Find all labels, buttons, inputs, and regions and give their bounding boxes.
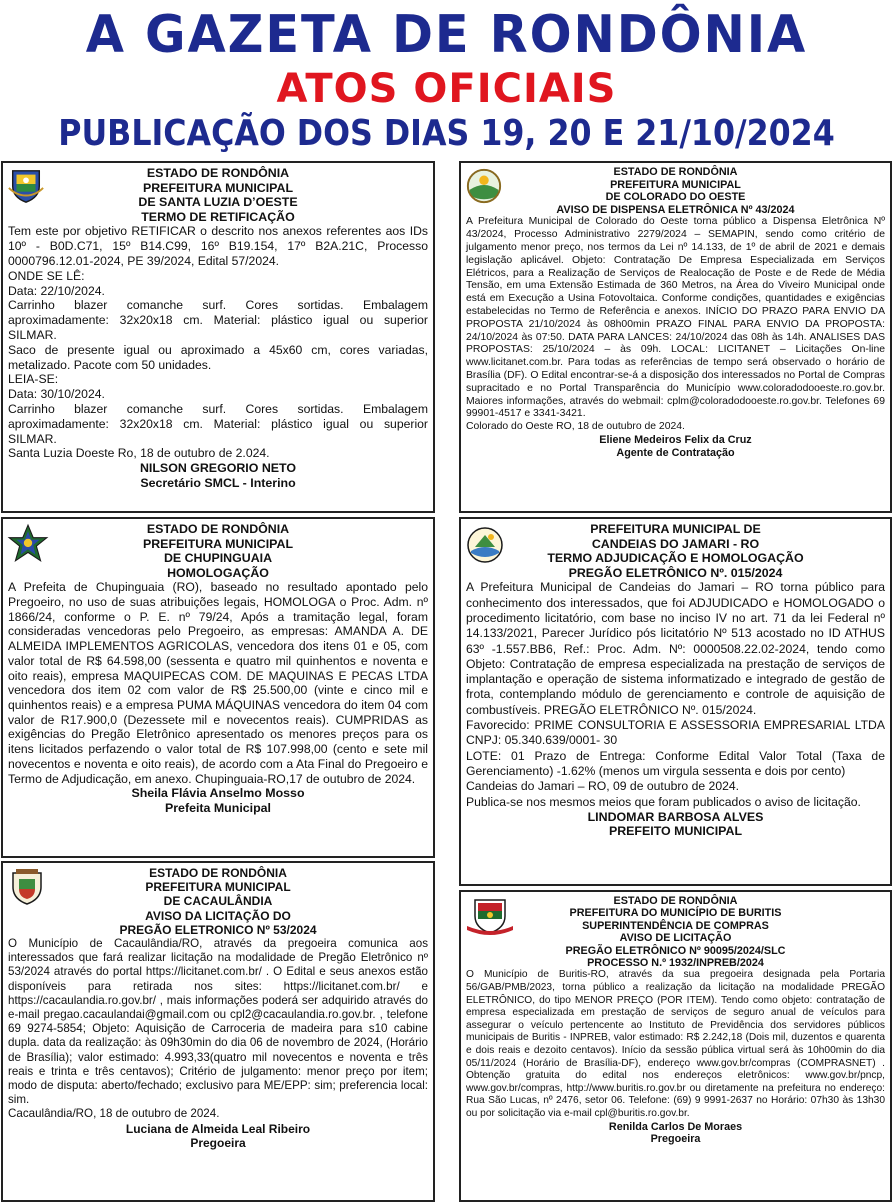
signature: Luciana de Almeida Leal Ribeiro Pregoeira xyxy=(125,1121,311,1150)
signature: LINDOMAR BARBOSA ALVES PREFEITO MUNICIPAL xyxy=(587,809,764,839)
cacaulandia-crest-icon xyxy=(7,867,47,907)
notice-body: A Prefeita de Chupinguaia (RO), baseado no resultado apontado pelo Pregoeiro, no uso de suas atribuições legais, HOMOLOGA o Proc. Adm. nº 1866/24, conforme o P. E. nº 79/24, Após a tramitação legal, foram consideradas vencedoras pelo Pregoeiro, as empresas: AMANDA A. DE ALMEIDA IMPLEMENTOS AGRICOLAS, vencedora dos itens 01 e 05, com valor total de R$ 64.598,00 (sessenta e quatro mil quinhentos e noventa e oito reais), empresa MAQUIPECAS COM. DE MAQUINAS E PECAS LTDA vencedora dos item 02 com valor de R$ 25.500,00 (vinte e cinco mil e quinhentos reais) e a empresa PUMA MÁQUINAS vencedora do item 04 com valor de R17.900,0 (Dezessete mil e novecentos reais). CUMPRIDAS as exigências do Pregão Eletrônico apresentado os menores preços para os itens licitados perfazendo o valor total de R$ 107.998,00 (cento e sete mil novecentos e noventa e oito reais), de acordo com a Ata Final do Pregoeiro e Termo de Adjudicação, em anexo. Chupinguaia-RO,17 de outubro de 2024. xyxy=(8,580,428,786)
buritis-crest-icon xyxy=(465,896,515,936)
notice-header: ESTADO DE RONDÔNIA PREFEITURA MUNICIPAL DE CHUPINGUAIA HOMOLOGAÇÃO xyxy=(142,522,294,580)
chupinguaia-crest-icon xyxy=(7,523,49,565)
notice-body: O Município de Cacaulândia/RO, através da pregoeira comunica aos interessados que fará realizar licitação na modalidade de Pregão Eletrônico nº 53/2024 através do portal https://licitanet.com.br/ . O Edital e seus anexos estão disponíveis para retirada nos sites: https://licitanet.com.br/ e https://cacaulandia.ro.gov.br/ , mais informações poderá ser adquirido através do e-mail pregao.cacaulandai@gmail.com ou cpl2@cacaulandia.ro.gov.br. , telefone 69 9274-5854; Objeto: Aquisição de Carroceria de madeira para s10 cabine dupla. data da realização: às 09h30min do dia 06 de novembro de 2024, (Horário de Brasília); valor estimado: 4.993,33(quatro mil novecentos e noventa e três reais e trinta e três centavos); Critério de julgamento: menor preço por item; modo de disputa: aberto/fechado; exclusivo para ME/EPP: sim; preferencia local: sim. Cacaulândia/RO, 18 de outubro de 2024. xyxy=(8,937,428,1121)
notice-buritis xyxy=(459,890,892,1202)
santa-luzia-crest-icon xyxy=(7,167,45,205)
notice-header: PREFEITURA MUNICIPAL DE CANDEIAS DO JAMARI - RO TERMO ADJUDICAÇÃO E HOMOLOGAÇÃO PREGÃO ELETRÔNICO Nº. 015/2024 xyxy=(547,522,804,580)
colorado-crest-icon xyxy=(465,167,503,205)
notice-body: O Município de Buritis-RO, através da sua pregoeira designada pela Portaria 56/GAB/PMB/2023, torna público a realização da licitação na modalidade PREGÃO ELETRÔNICO, do tipo MENOR PREÇO (POR ITEM). Tendo como objeto: contratação de empresa especializada em prestação de serviços de seguro anual de veículos para assegurar o veículo pertencente ao Instituto de Previdência dos servidores públicos municipais de Buritis - INPREB, valor estimado: R$ 2.242,18 (Dois mil, duzentos e quarenta e dois reais e dezoito centavos). Início da sessão pública virtual será às 10h00min do dia 05/11/2024 (Horário de Brasília-DF), endereço www.gov.br/compras (COMPRASNET) . Obtenção gratuita do edital nos endereços eletrônicos: www.gov.br/pncp, www.gov.br/compras, http://www.buritis.ro.gov.br ou diretamente na prefeitura no endereço: Rua São Lucas, nº 2476, setor 06. Telefone: (69) 9 9991-2637 no Horário: 07h30 às 13h30 ou por solicitação via e-mail cpl@buritis.ro.gov.br. xyxy=(466,969,885,1119)
section-title: ATOS OFICIAIS xyxy=(276,66,617,112)
notice-body: A Prefeitura Municipal de Candeias do Jamari – RO torna público para conhecimento dos interessados, que foi ADJUDICADO e HOMOLOGADO o procedimento licitatório, com base no inciso IV no art. 71 da lei Federal nº 14.133/2021, Parecer Jurídico pós licitatório Nº 513 acostado no ID ATHUS 63º -1.557.BB6, Ref.: Proc. Adm. Nº: 0000508.22.02-2024, tendo como Objeto: Contratação de empresa especializada na prestação de serviços de implantação e operação de sistema informatizado e integrado de gestão de frota, contemplando módulo de gerenciamento e controle de aquisição de combustíveis. PREGÃO ELETRÔNICO Nº. 015/2024. Favorecido: PRIME CONSULTORIA E ASSESSORIA EMPRESARIAL LTDA CNPJ: 05.340.639/0001- 30 LOTE: 01 Prazo de Entrega: Conforme Edital Valor Total (Taxa de Gerenciamento) -1.62% (menos um virgula sessenta e dois por cento) Candeias do Jamari – RO, 09 de outubro de 2024. Publica-se nos mesmos meios que foram publicados o aviso de licitação. xyxy=(466,580,885,809)
signature: Sheila Flávia Anselmo Mosso Prefeita Municipal xyxy=(131,786,305,815)
signature: NILSON GREGORIO NETO Secretário SMCL - Interino xyxy=(139,461,297,490)
notice-header: ESTADO DE RONDÔNIA PREFEITURA MUNICIPAL DE SANTA LUZIA D’OESTE TERMO DE RETIFICAÇÃO xyxy=(138,166,298,224)
signature: Eliene Medeiros Felix da Cruz Agente de Contratação xyxy=(599,433,752,459)
candeias-crest-icon xyxy=(465,525,505,565)
notice-candeias xyxy=(459,517,892,886)
notice-body: Tem este por objetivo RETIFICAR o descrito nos anexos referentes aos IDs 10º - B0D.C71, 15º B14.C99, 16º B19.154, 17º B2A.21C, Processo 0000796.12.01-2024, PE 39/2024, Edital 57/2024. ONDE SE LÊ: Data: 22/10/2024. Carrinho blazer comanche surf. Cores sortidas. Embalagem aproximadamente: 32x20x18 cm. Material: plástico igual ou superior SILMAR. Saco de presente igual ou aproximado a 45x60 cm, cores variadas, metalizado. Pacote com 50 unidades. LEIA-SE: Data: 30/10/2024. Carrinho blazer comanche surf. Cores sortidas. Embalagem aproximadamente: 32x20x18 cm. Material: plástico igual ou superior SILMAR. Santa Luzia Doeste Ro, 18 de outubro de 2.024. xyxy=(8,224,428,461)
notice-body: A Prefeitura Municipal de Colorado do Oeste torna público a Dispensa Eletrônica Nº 43/2024, Processo Administrativo 2279/2024 – SEMAPIN, sendo como critério de julgamento menor preço, nos termos da Lei nº 14.133, de 1º de abril de 2021 e demais legislação aplicável. Objeto: Contratação De Empresa Especializada em Serviços Elétricos, para a Realização de Serviços de Realocação de Poste e de Rede de Média Tensão, em uma Extensão Estimada de 360 Metros, na Área do Viveiro Municipal onde está em Execução a Usina Fotovoltaica. Conforme condições, quantidades e exigências estabelecidas no Termo de Referência e anexos. INÍCIO DO PRAZO PARA ENVIO DA PROPOSTA 21/10/2024 às 08h00min PRAZO FINAL PARA ENVIO DA PROPOSTA: 24/10/2024 às 07:50. DATA PARA LANCES: 24/10/2024 das 08h às 14h. ANALISES DAS PROPOSTAS: 25/10/2024 – às 09h. LOCAL: LICITANET – Licitações On-line www.licitanet.com.br. Para todas as referências de tempo será observado o horário de Brasília (DF). O Edital encontrar-se-á a disposição dos interessados no Portal de Compras supracitado e no Portal Transparência do Município www.coloradodooeste.ro.gov.br. Maiores informações, através do webmail: cplm@coloradodooeste.ro.gov.br. Telefones 69 99901-4517 e 3341-3421. Colorado do Oeste RO, 18 de outubro de 2024. xyxy=(466,216,885,433)
notice-santa-luzia xyxy=(1,161,435,513)
newspaper-title: A GAZETA DE RONDÔNIA xyxy=(85,5,808,65)
notice-chupinguaia xyxy=(1,517,435,858)
notice-header: ESTADO DE RONDÔNIA PREFEITURA MUNICIPAL DE COLORADO DO OESTE AVISO DE DISPENSA ELETRÔNICA Nº 43/2024 xyxy=(556,166,795,216)
notice-header: ESTADO DE RONDÔNIA PREFEITURA MUNICIPAL DE CACAULÂNDIA AVISO DA LICITAÇÃO DO PREGÃO ELETRONICO Nº 53/2024 xyxy=(119,866,317,937)
signature: Renilda Carlos De Moraes Pregoeira xyxy=(608,1120,743,1145)
notice-colorado xyxy=(459,161,892,513)
notice-cacaulandia xyxy=(1,861,435,1202)
notice-header: ESTADO DE RONDÔNIA PREFEITURA DO MUNICÍPIO DE BURITIS SUPERINTENDÊNCIA DE COMPRAS AVISO DE LICITAÇÃO PREGÃO ELETRÔNICO Nº 90095/2024/SLC PROCESSO N.º 1932/INPREB/2024 xyxy=(565,895,786,970)
publication-dates: PUBLICAÇÃO DOS DIAS 19, 20 E 21/10/2024 xyxy=(58,113,835,154)
